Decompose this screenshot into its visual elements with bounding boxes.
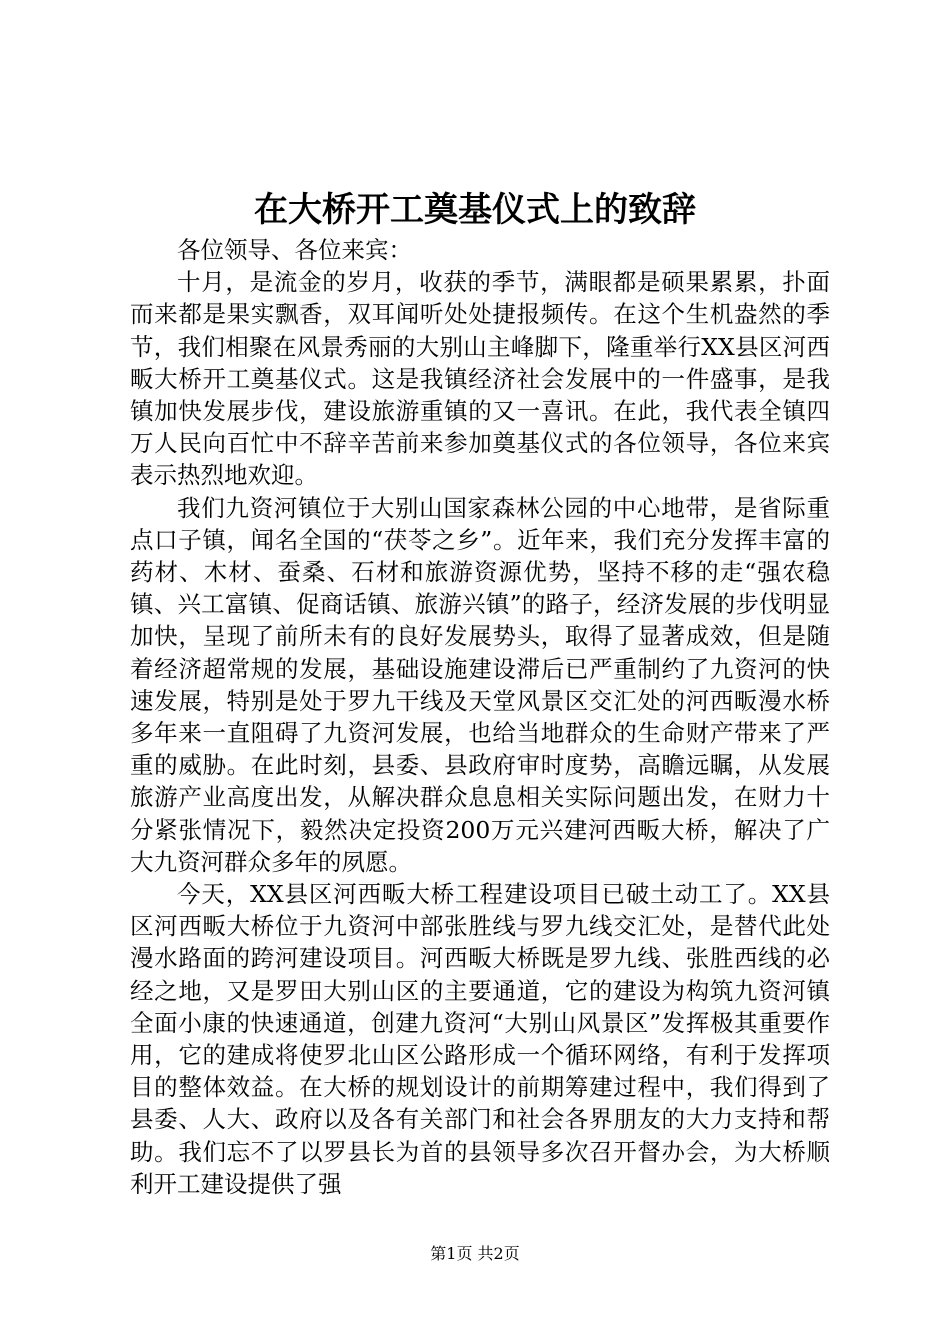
page-title: 在大桥开工奠基仪式上的致辞 [254,190,696,230]
paragraph: 十月，是流金的岁月，收获的季节，满眼都是硕果累累，扑面而来都是果实飘香，双耳闻听处处捷报频传。在这个生机盎然的季节，我们相聚在风景秀丽的大别山主峰脚下，隆重举行XX县区河西畈大桥开工奠基仪式。这是我镇经济社会发展中的一件盛事，是我镇加快发展步伐，建设旅游重镇的又一喜讯。在此，我代表全镇四万人民向百忙中不辞辛苦前来参加奠基仪式的各位领导，各位来宾表示热烈地欢迎。 [130,268,830,490]
paragraph: 今天，XX县区河西畈大桥工程建设项目已破土动工了。XX县区河西畈大桥位于九资河中部张胜线与罗九线交汇处，是替代此处漫水路面的跨河建设项目。河西畈大桥既是罗九线、张胜西线的必经之地，又是罗田大别山区的主要通道，它的建设为构筑九资河镇全面小康的快速通道，创建九资河“大别山风景区”发挥极其重要作用，它的建成将使罗北山区公路形成一个循环网络，有利于发挥项目的整体效益。在大桥的规划设计的前期筹建过程中，我们得到了县委、人大、政府以及各有关部门和社会各界朋友的大力支持和帮助。我们忘不了以罗县长为首的县领导多次召开督办会，为大桥顺利开工建设提供了强 [130,880,830,1198]
page-footer: 第1页 共2页 [430,1244,520,1263]
salutation: 各位领导、各位来宾： [177,236,412,264]
paragraph: 我们九资河镇位于大别山国家森林公园的中心地带，是省际重点口子镇，闻名全国的“茯苓之乡”。近年来，我们充分发挥丰富的药材、木材、蚕桑、石材和旅游资源优势，坚持不移的走“强农稳镇、兴工富镇、促商话镇、旅游兴镇”的路子，经济发展的步伐明显加快，呈现了前所未有的良好发展势头，取得了显著成效，但是随着经济超常规的发展，基础设施建设滞后已严重制约了九资河的快速发展，特别是处于罗九干线及天堂风景区交汇处的河西畈漫水桥多年来一直阻碍了九资河发展，也给当地群众的生命财产带来了严重的威胁。在此时刻，县委、县政府审时度势，高瞻远瞩，从发展旅游产业高度出发，从解决群众息息相关实际问题出发，在财力十分紧张情况下，毅然决定投资200万元兴建河西畈大桥，解决了广大九资河群众多年的夙愿。 [130,493,830,876]
document-body [130,234,830,1200]
